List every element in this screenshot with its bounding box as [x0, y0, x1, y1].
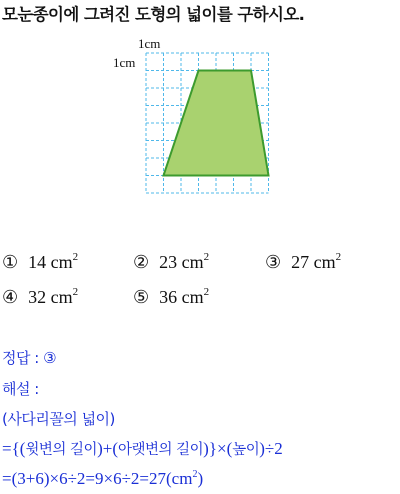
choice-marker: ④: [2, 287, 19, 307]
formula-part: )÷2: [259, 439, 283, 458]
calculation-expression: =(3+6)×6÷2=9×6÷2=27(cm: [2, 469, 193, 488]
calculation-exponent: 2: [192, 469, 198, 480]
choice-exponent: 2: [72, 286, 79, 298]
trapezoid-shape: [164, 71, 269, 176]
unit-label-top: 1cm: [138, 36, 161, 51]
answer-line: [2, 347, 56, 368]
answer-label: 정답 :: [2, 349, 44, 367]
calculation-close: ): [197, 469, 204, 488]
choice-4[interactable]: [2, 286, 78, 308]
formula-part: )}×(: [203, 439, 233, 458]
choice-unit: cm: [181, 287, 204, 307]
choice-value: 14: [28, 252, 47, 272]
choice-exponent: 2: [203, 251, 210, 263]
choice-exponent: 2: [335, 251, 342, 263]
choice-2[interactable]: [133, 251, 209, 273]
choice-value: 36: [159, 287, 178, 307]
choice-exponent: 2: [72, 251, 79, 263]
choice-1[interactable]: [2, 251, 78, 273]
choice-unit: cm: [313, 252, 336, 272]
calculation-line: [2, 469, 203, 489]
choice-value: 27: [291, 252, 310, 272]
choice-exponent: 2: [203, 286, 210, 298]
choice-marker: ①: [2, 252, 19, 272]
formula-part: ={(: [2, 439, 26, 458]
formula-term-bottom-base: 아랫변의 길이: [118, 442, 204, 458]
choice-marker: ②: [133, 252, 150, 272]
unit-label-left: 1cm: [113, 55, 136, 70]
formula-line: [2, 438, 283, 459]
formula-part: )+(: [97, 439, 118, 458]
choice-unit: cm: [50, 287, 73, 307]
choice-value: 23: [159, 252, 178, 272]
formula-term-height: 높이: [232, 442, 260, 458]
grid-figure: [0, 0, 400, 220]
answer-value: ③: [43, 349, 57, 367]
choice-unit: cm: [50, 252, 73, 272]
formula-name: (사다리꼴의 넓이): [2, 410, 115, 428]
choice-marker: ③: [265, 252, 282, 272]
choice-marker: ⑤: [133, 287, 150, 307]
explanation-label: 해설 :: [2, 380, 39, 398]
choice-value: 32: [28, 287, 47, 307]
formula-term-top-base: 윗변의 길이: [25, 442, 98, 458]
question-text: 모눈종이에 그려진 도형의 넓이를 구하시오.: [2, 5, 305, 24]
choice-unit: cm: [181, 252, 204, 272]
choice-5[interactable]: [133, 286, 209, 308]
choice-3[interactable]: [265, 251, 341, 273]
